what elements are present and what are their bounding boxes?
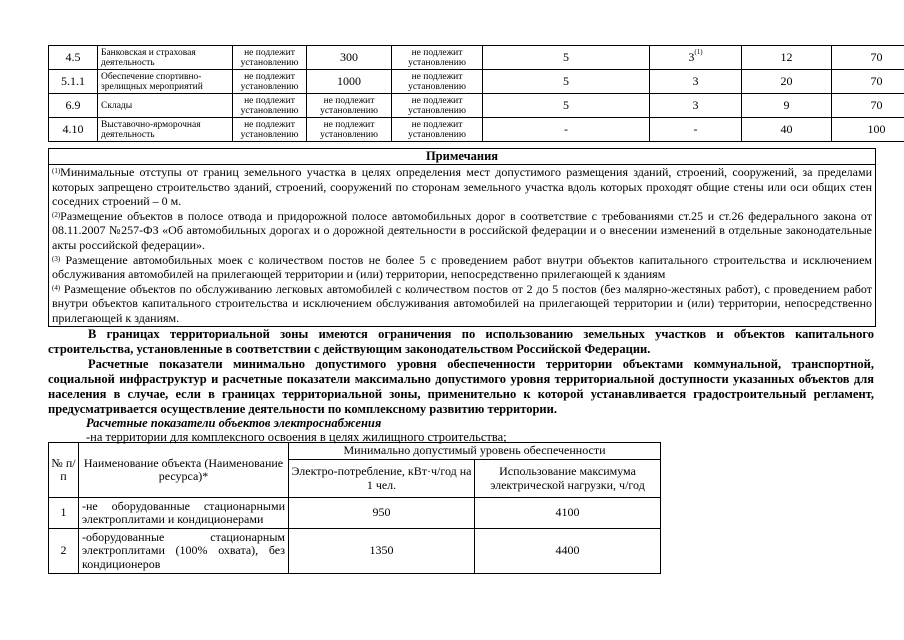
cell-value: не подлежит установлению <box>233 70 307 94</box>
restrictions-paragraph: В границах территориальной зоны имеются ограничения по использованию земельных участков и объектов капитального строительства, установленные в соответствии с действующим законодательством Российской Федерации. <box>48 327 874 356</box>
note-item <box>49 282 875 326</box>
cell-value: 5 <box>483 70 650 94</box>
note-text: Размещение объектов в полосе отвода и придорожной полосе автомобильных дорог в соответствие с требованиями ст.25 и ст.26 федерального закона от 08.11.2007 №257-ФЗ «Об автомобильных дорогах и о дорожной деятельности в российской федерации и о внесении изменений в отдельные законодательные акты российской федерации». <box>52 208 872 252</box>
header-num: № п/п <box>49 443 79 498</box>
cell-value: не подлежит установлению <box>233 118 307 142</box>
cell-value: 4400 <box>475 529 661 574</box>
table-header-row <box>49 443 661 460</box>
footnote-marker: (1) <box>52 167 61 175</box>
cell-name: -оборудованные стационарным электроплитами (100% охвата), без кондиционеров <box>79 529 289 574</box>
cell-value: 1350 <box>289 529 475 574</box>
cell-value: 300 <box>307 46 392 70</box>
note-item <box>49 253 875 282</box>
cell-code: 4.5 <box>49 46 98 70</box>
header-max-load: Использование максимума электрической нагрузки, ч/год <box>475 460 661 498</box>
cell-value: не подлежит установлению <box>307 94 392 118</box>
cell-value: не подлежит установлению <box>392 118 483 142</box>
table-row <box>49 46 904 70</box>
cell-name: Обеспечение спортивно-зрелищных мероприятий <box>98 70 233 94</box>
zone-parameters-table <box>48 45 904 142</box>
note-text: Размещение объектов по обслуживанию легковых автомобилей с количеством постов от 2 до 5 постов (без малярно-жестяных работ), с проведением работ внутри объектов капитального строительства и исключением обслуживания автомобилей на прилегающей территории и (или) территории, непосредственно прилегающей к зданиям. <box>52 281 872 325</box>
cell-value: 12 <box>742 46 832 70</box>
cell-value: 70 <box>832 94 904 118</box>
cell-value: не подлежит установлению <box>392 94 483 118</box>
cell-value: 20 <box>742 70 832 94</box>
table-row <box>49 118 904 142</box>
header-name: Наименование объекта (Наименование ресурса)* <box>79 443 289 498</box>
cell-value: 4100 <box>475 498 661 529</box>
cell-value: не подлежит установлению <box>392 46 483 70</box>
cell-value: 70 <box>832 70 904 94</box>
notes-box <box>48 148 876 327</box>
cell-value: 950 <box>289 498 475 529</box>
cell-value: 3 <box>650 94 742 118</box>
cell-code: 5.1.1 <box>49 70 98 94</box>
cell-code: 6.9 <box>49 94 98 118</box>
footnote-marker: (3) <box>52 254 61 263</box>
cell-value: не подлежит установлению <box>233 46 307 70</box>
cell-value <box>650 46 742 70</box>
cell-value: 70 <box>832 46 904 70</box>
cell-name: Банковская и страховая деятельность <box>98 46 233 70</box>
table-row <box>49 70 904 94</box>
cell-value: не подлежит установлению <box>233 94 307 118</box>
note-text: Минимальные отступы от границ земельного участка в целях определения мест допустимого размещения зданий, строений, сооружений, за пределами которых запрещено строительство зданий, строений, сооружений по сторонам земельного участка вдоль которых проходят общие стены или оси общих стен соседних строений – 0 м. <box>52 165 872 209</box>
indicators-paragraph: Расчетные показатели минимально допустимого уровня обеспеченности территории объектами коммунальной, транспортной, социальной инфраструктур и расчетные показатели максимально допустимого уровня территориальной доступности указанных объектов для населения в случае, если в границах территориальной зоны, применительно к которой устанавливается градостроительный регламент, предусматривается осуществление деятельности по комплексному развитию территории. <box>48 357 874 416</box>
section-subnote: -на территории для комплексного освоения в целях жилищного строительства; <box>86 430 507 444</box>
section-heading: Расчетные показатели объектов электроснабжения <box>86 416 382 430</box>
notes-title: Примечания <box>49 149 875 165</box>
cell-value: 5 <box>483 94 650 118</box>
cell-value: не подлежит установлению <box>392 70 483 94</box>
table-row <box>49 94 904 118</box>
cell-value: - <box>483 118 650 142</box>
cell-name: -не оборудованные стационарными электроплитами и кондиционерами <box>79 498 289 529</box>
cell-value: 40 <box>742 118 832 142</box>
cell-value: 5 <box>483 46 650 70</box>
cell-value: - <box>650 118 742 142</box>
footnote-marker: (1) <box>694 48 703 56</box>
note-item <box>49 209 875 253</box>
cell-value: 3 <box>650 70 742 94</box>
cell-code: 4.10 <box>49 118 98 142</box>
cell-name: Склады <box>98 94 233 118</box>
cell-value: 100 <box>832 118 904 142</box>
table-row <box>49 498 661 529</box>
power-supply-table <box>48 442 661 574</box>
header-group: Минимально допустимый уровень обеспеченности <box>289 443 661 460</box>
cell-num: 1 <box>49 498 79 529</box>
footnote-marker: (2) <box>52 210 61 219</box>
note-item <box>49 165 875 209</box>
cell-value: 1000 <box>307 70 392 94</box>
table-row <box>49 529 661 574</box>
cell-value: не подлежит установлению <box>307 118 392 142</box>
cell-num: 2 <box>49 529 79 574</box>
cell-value: 9 <box>742 94 832 118</box>
header-consumption: Электро-потребление, кВт·ч/год на 1 чел. <box>289 460 475 498</box>
cell-number: 3 <box>688 50 695 64</box>
cell-name: Выставочно-ярморочная деятельность <box>98 118 233 142</box>
note-text: Размещение автомобильных моек с количеством постов не более 5 с проведением работ внутри объектов капитального строительства и исключением обслуживания автомобилей на прилегающей территории и (или) территории, непосредственно прилегающей к зданиям <box>52 252 872 282</box>
footnote-marker: (4) <box>52 283 61 292</box>
